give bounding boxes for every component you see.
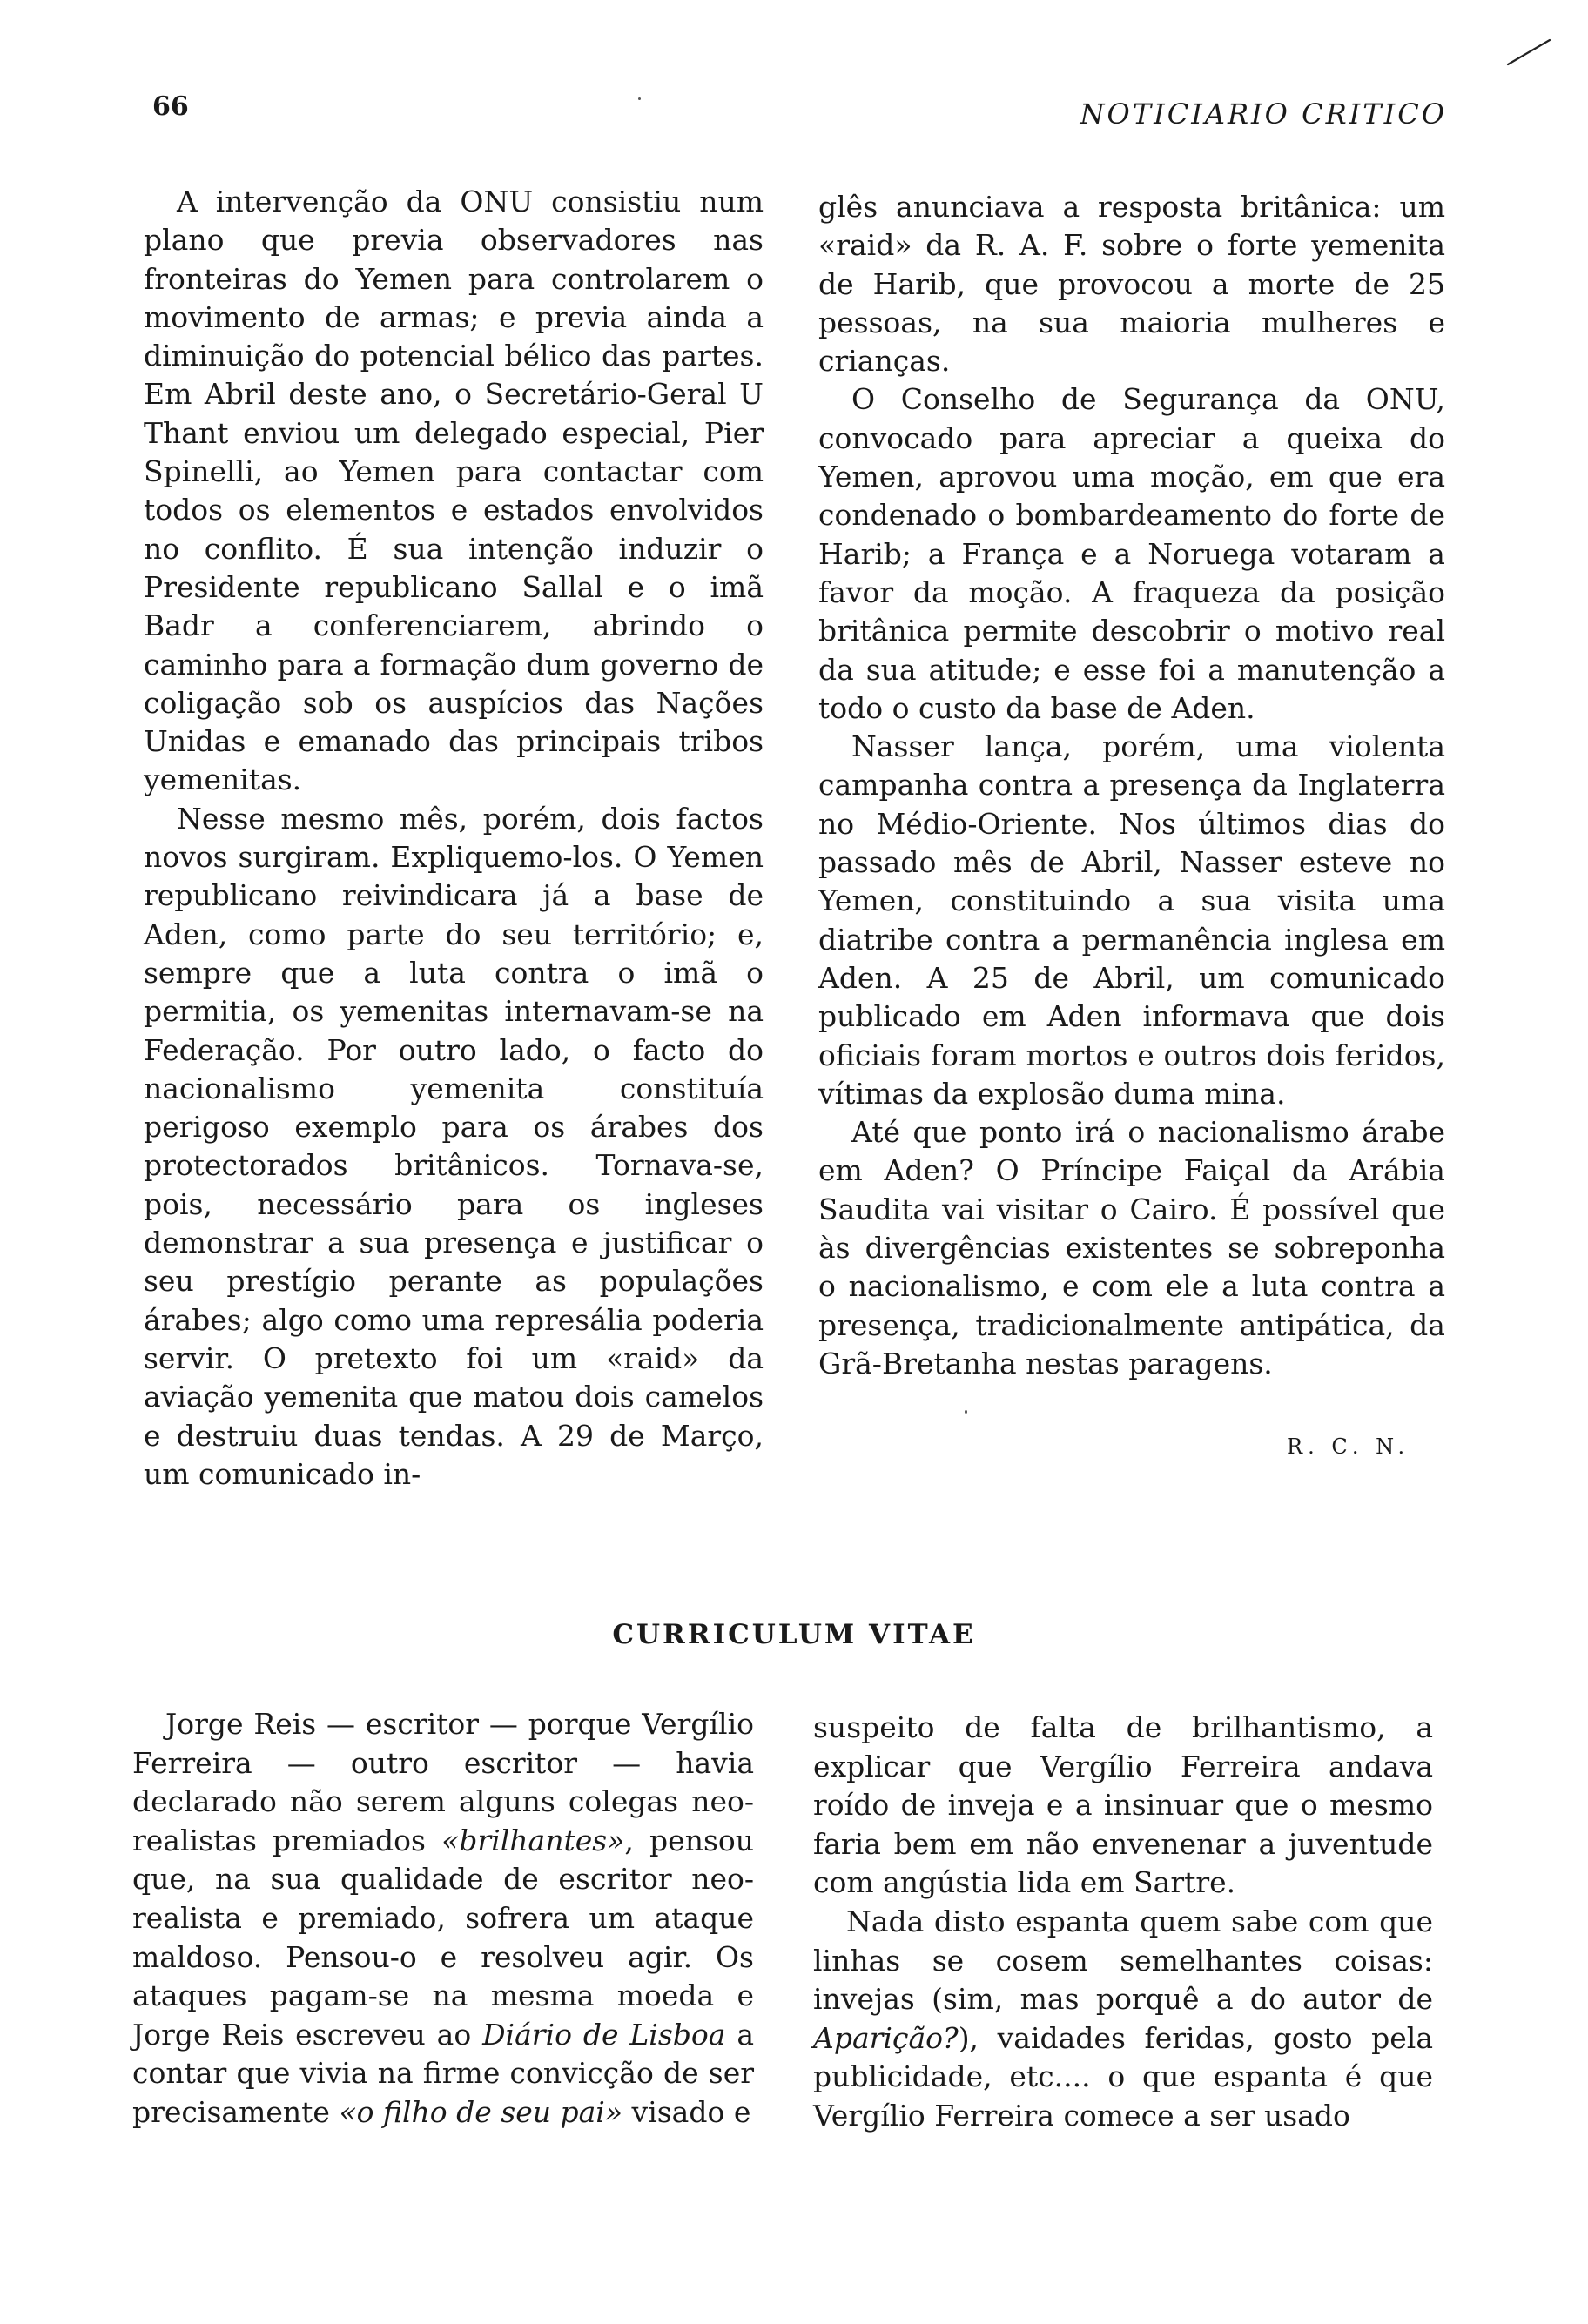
article-1-column-right (818, 188, 1445, 1383)
paragraph: O Conselho de Segurança da ONU, convocado para apreciar a queixa do Yemen, aprovou uma moção, em que era condenado o bombardeamento do forte de Harib; a França e a Noruega votaram a favor da moção. A fraqueza da posição britânica permite descobrir o motivo real da sua atitude; e esse foi a manutenção a todo o custo da base de Aden. (818, 382, 1445, 725)
text-run: Nada disto espanta quem sabe com que linhas se cosem semelhantes coisas: invejas (sim, mas porquê a do autor de (813, 1904, 1433, 2017)
article-2-column-left (132, 1705, 754, 2133)
paragraph: A intervenção da ONU consistiu num plano que previa observadores nas fronteiras do Yemen para controlarem o movimento de armas; e previa ainda a diminuição do potencial bélico das partes. Em Abril deste ano, o Secretário-Geral U Thant enviou um delegado especial, Pier Spinelli, ao Yemen para contactar com todos os elementos e estados envolvidos no conflito. É sua intenção induzir o Presidente republicano Sallal e o imã Badr a conferenciarem, abrindo o caminho para a formação dum governo de coligação sob os auspícios das Nações Unidas e emanado das principais tribos yemenitas. (144, 185, 764, 797)
emphasis-text: Diário de Lisboa (482, 2017, 726, 2052)
article-2-column-right (813, 1709, 1433, 2136)
paragraph: Nasser lança, porém, uma violenta campanha contra a presença da Inglaterra no Médio-Oriente. Nos últimos dias do passado mês de Abril, Nasser esteve no Yemen, constituindo a sua visita uma diatribe contra a permanência inglesa em Aden. A 25 de Abril, um comunicado publicado em Aden informava que dois oficiais foram mortos e outros dois feridos, vítimas da explosão duma mina. (818, 729, 1445, 1111)
paragraph: Nesse mesmo mês, porém, dois factos novos surgiram. Expliquemo-los. O Yemen republicano reivindicara já a base de Aden, como parte do seu território; e, sempre que a luta contra o imã o permitia, os yemenitas internavam-se na Federação. Por outro lado, o facto do nacionalismo yemenita constituía perigoso exemplo para os árabes dos protectorados britânicos. Tornava-se, pois, necessário para os ingleses demonstrar a sua presença e justificar o seu prestígio perante as populações árabes; algo como uma represália poderia servir. O pretexto foi um «raid» da aviação yemenita que matou dois camelos e destruiu duas tendas. A 29 de Março, um comunicado in- (144, 801, 764, 1491)
print-speck (638, 97, 641, 100)
page-number: 66 (152, 91, 189, 122)
pencil-mark-icon (1504, 35, 1553, 70)
paragraph (132, 1705, 754, 2133)
article-1-column-left (144, 183, 764, 1494)
emphasis-text: «brilhantes» (441, 1823, 625, 1857)
running-head: NOTICIARIO CRITICO (1080, 97, 1447, 131)
paragraph: glês anunciava a resposta britânica: um «raid» da R. A. F. sobre o forte yemenita de Harib, que provocou a morte de 25 pessoas, na sua maioria mulheres e crianças. (818, 190, 1445, 379)
print-speck (965, 1410, 967, 1414)
text-run: ), vaidades feridas, gosto pela publicidade, etc.... o que espanta é que Vergílio Ferreira comece a ser usado (813, 2020, 1433, 2133)
paragraph: Até que ponto irá o nacionalismo árabe em Aden? O Príncipe Faiçal da Arábia Saudita vai visitar o Cairo. É possível que às divergências existentes se sobreponha o nacionalismo, e com ele a luta contra a presença, tradicionalmente antipática, da Grã-Bretanha nestas paragens. (818, 1115, 1445, 1380)
author-signature: R. C. N. (1287, 1434, 1410, 1459)
text-run: a contar que vivia na firme convicção de ser precisamente (132, 2017, 754, 2129)
emphasis-text: «o filho de seu pai» (339, 2094, 623, 2129)
text-run: visado e (622, 2094, 751, 2129)
paragraph (813, 1903, 1433, 2136)
emphasis-text: Aparição? (813, 2020, 959, 2055)
section-title: CURRICULUM VITAE (612, 1619, 976, 1650)
text-run: Jorge Reis — escritor — porque Vergílio Ferreira — outro escritor — havia declarado não serem alguns colegas neo-realistas premiados (132, 1707, 754, 1857)
paragraph: suspeito de falta de brilhantismo, a explicar que Vergílio Ferreira andava roído de inveja e a insinuar que o mesmo faria bem em não envenenar a juventude com angústia lida em Sartre. (813, 1710, 1433, 1900)
text-run: , pensou que, na sua qualidade de escritor neo-realista e premiado, sofrera um ataque maldoso. Pensou-o e resolveu agir. Os ataques pagam-se na mesma moeda e Jorge Reis escreveu ao (132, 1823, 755, 2052)
